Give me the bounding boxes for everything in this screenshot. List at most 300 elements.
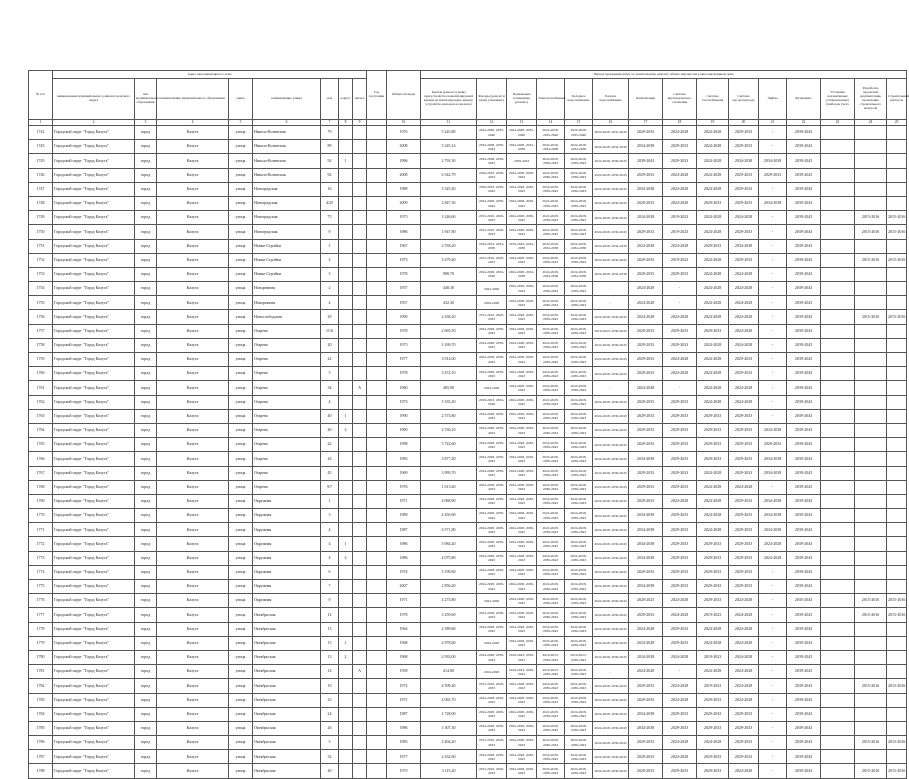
meter-period-cell xyxy=(821,665,855,679)
gas-period-cell: 2024-2028 xyxy=(729,764,759,778)
spacer-cell xyxy=(367,693,387,707)
table-header xyxy=(29,71,907,120)
roof-period-cell: 2024-2028, 2039-2043 xyxy=(477,338,507,352)
total-area-cell: 2 847,30 xyxy=(421,196,477,210)
foundation-period-cell: 2039-2043 xyxy=(787,452,821,466)
street-name-cell: Октябрьская xyxy=(253,693,321,707)
build-year-cell: 1973 xyxy=(387,395,421,409)
basement-period-cell: 2024-2028, 2039-2043 xyxy=(537,608,565,622)
foundation-period-cell: 2039-2043 xyxy=(787,310,821,324)
spacer-cell xyxy=(367,679,387,693)
roof-period-cell: 2024-2028, 2039-2043 xyxy=(477,721,507,735)
column-number-cell: 24 xyxy=(855,120,887,126)
meter-period-cell xyxy=(821,282,855,296)
row-number-cell: 1781 xyxy=(29,665,53,679)
street-name-cell: Огарева xyxy=(253,395,321,409)
gas-period-cell: 2029-2033 xyxy=(729,707,759,721)
foundation-period-cell: 2039-2043 xyxy=(787,679,821,693)
foundation-period-cell: 2039-2043 xyxy=(787,338,821,352)
municipality-name-cell: Калуга xyxy=(157,509,229,523)
municipality-type-cell: город xyxy=(135,509,157,523)
basement-period-cell: 2024-2028, 2039-2043 xyxy=(537,324,565,338)
cold-water-period-cell: 2024-2028, 2039-2043 xyxy=(593,580,629,594)
total-area-cell: 3 246,60 xyxy=(421,211,477,225)
house-number-cell: 1 xyxy=(321,239,339,253)
electricity-period-cell: 2024-2028, 2039-2043 xyxy=(565,608,593,622)
construction-control-period-cell xyxy=(887,182,907,196)
project-docs-period-cell xyxy=(855,239,887,253)
row-number-cell: 1780 xyxy=(29,650,53,664)
municipality-type-cell: город xyxy=(135,253,157,267)
roof-period-cell: 2019-2023, 2034-2038 xyxy=(477,239,507,253)
building-number-cell xyxy=(339,764,353,778)
heating-period-cell: 2029-2033 xyxy=(697,423,729,437)
building-number-cell xyxy=(339,580,353,594)
facade-period-cell: 2024-2028, 2039-2043 xyxy=(507,452,537,466)
municipality-type-cell: город xyxy=(135,608,157,622)
house-number-cell: 79 xyxy=(321,126,339,140)
project-docs-period-cell xyxy=(855,494,887,508)
spacer-cell xyxy=(367,367,387,381)
street-type-cell: улица xyxy=(229,721,253,735)
municipality-name-cell: Калуга xyxy=(157,267,229,281)
project-docs-period-cell xyxy=(855,338,887,352)
building-number-cell xyxy=(339,438,353,452)
municipality-type-cell: город xyxy=(135,267,157,281)
house-number-cell: 16 xyxy=(321,182,339,196)
street-type-cell: улица xyxy=(229,168,253,182)
table-row xyxy=(29,636,907,650)
construction-control-period-cell xyxy=(887,367,907,381)
column-number-cell: 5 xyxy=(229,120,253,126)
basement-period-cell: 2024-2028, 2039-2043 xyxy=(537,395,565,409)
elevator-period-cell: - xyxy=(759,721,787,735)
spacer-cell xyxy=(367,551,387,565)
spacer-cell xyxy=(367,310,387,324)
gas-period-cell: 2029-2033 xyxy=(729,168,759,182)
header-cell: Подвальные помещения (ремонт) xyxy=(507,79,537,120)
gas-period-cell: 2024-2028 xyxy=(729,296,759,310)
building-number-cell xyxy=(339,494,353,508)
hot-water-period-cell: 2029-2033 xyxy=(629,466,663,480)
gas-period-cell: 2029-2033 xyxy=(729,466,759,480)
building-number-cell xyxy=(339,267,353,281)
hot-water-period-cell: 2029-2033 xyxy=(629,764,663,778)
roof-period-cell: 2024-2028 xyxy=(477,636,507,650)
spacer-cell xyxy=(367,140,387,154)
street-name-cell: Огарева xyxy=(253,452,321,466)
meter-period-cell xyxy=(821,551,855,565)
project-docs-period-cell xyxy=(855,196,887,210)
municipality-name-cell: Калуга xyxy=(157,196,229,210)
municipality-name-cell: Калуга xyxy=(157,608,229,622)
electricity-period-cell: 2024-2028, 2039-2043 xyxy=(565,324,593,338)
row-number-cell: 1762 xyxy=(29,395,53,409)
table-row xyxy=(29,537,907,551)
total-area-cell: 3 199,60 xyxy=(421,565,477,579)
hot-water-period-cell: 2034-2038 xyxy=(629,537,663,551)
house-number-cell: 11/6 xyxy=(321,324,339,338)
building-number-cell xyxy=(339,381,353,395)
hot-water-period-cell: 2034-2038 xyxy=(629,509,663,523)
total-area-cell: 2 791,30 xyxy=(421,154,477,168)
street-type-cell: улица xyxy=(229,438,253,452)
gas-period-cell: 2024-2028 xyxy=(729,665,759,679)
electricity-period-cell: 2024-2028, 2039-2043 xyxy=(565,721,593,735)
sewer-period-cell: 2029-2033 xyxy=(663,707,697,721)
table-row xyxy=(29,353,907,367)
street-type-cell: улица xyxy=(229,466,253,480)
foundation-period-cell: 2039-2043 xyxy=(787,494,821,508)
total-area-cell: 2 665,50 xyxy=(421,324,477,338)
building-number-cell xyxy=(339,395,353,409)
municipality-type-cell: город xyxy=(135,537,157,551)
construction-control-period-cell xyxy=(887,580,907,594)
gas-period-cell: 2029-2033 xyxy=(729,537,759,551)
foundation-period-cell: 2039-2043 xyxy=(787,168,821,182)
municipality-name-cell: Калуга xyxy=(157,381,229,395)
elevator-period-cell: - xyxy=(759,225,787,239)
elevator-period-cell: - xyxy=(759,253,787,267)
letter-cell xyxy=(353,253,367,267)
total-area-cell: 3 984,20 xyxy=(421,537,477,551)
gas-period-cell: 2029-2033 xyxy=(729,565,759,579)
meter-period-cell xyxy=(821,196,855,210)
table-row xyxy=(29,324,907,338)
spacer-cell xyxy=(367,182,387,196)
row-number-cell: 1783 xyxy=(29,693,53,707)
sewer-period-cell: 2029-2033 xyxy=(663,509,697,523)
house-number-cell: 22 xyxy=(321,353,339,367)
house-number-cell: 92 xyxy=(321,168,339,182)
basement-period-cell: 2024-2028, 2039-2043 xyxy=(537,168,565,182)
meter-period-cell xyxy=(821,225,855,239)
municipality-name-cell: Калуга xyxy=(157,594,229,608)
heating-period-cell: 2024-2028 xyxy=(697,523,729,537)
foundation-period-cell: 2039-2043 xyxy=(787,367,821,381)
cold-water-period-cell: 2024-2028, 2039-2043 xyxy=(593,622,629,636)
foundation-period-cell: 2039-2043 xyxy=(787,154,821,168)
row-number-cell: 1753 xyxy=(29,267,53,281)
meter-period-cell xyxy=(821,494,855,508)
building-number-cell: 2 xyxy=(339,423,353,437)
letter-cell xyxy=(353,608,367,622)
district-name-cell: Городской округ "Город Калуга" xyxy=(53,565,135,579)
house-number-cell: 13 xyxy=(321,622,339,636)
column-number-cell: 17 xyxy=(629,120,663,126)
electricity-period-cell: 2024-2028, 2039-2043 xyxy=(565,707,593,721)
house-number-cell: 40 xyxy=(321,764,339,778)
district-name-cell: Городской округ "Город Калуга" xyxy=(53,182,135,196)
construction-control-period-cell: 2015-2016 xyxy=(887,594,907,608)
basement-period-cell: 2024-2028, 2039-2043 xyxy=(537,750,565,764)
basement-period-cell: 2024-2028, 2039-2043 xyxy=(537,409,565,423)
column-number-cell: 20 xyxy=(729,120,759,126)
elevator-period-cell: - xyxy=(759,267,787,281)
heating-period-cell: 2024-2028 xyxy=(697,338,729,352)
building-number-cell xyxy=(339,707,353,721)
spacer-cell xyxy=(367,565,387,579)
hot-water-period-cell: 2029-2033 xyxy=(629,608,663,622)
project-docs-period-cell: 2015-2016 xyxy=(855,679,887,693)
table-row xyxy=(29,367,907,381)
column-number-cell: 11 xyxy=(421,120,477,126)
header-cell: Электроснабжение xyxy=(537,79,565,120)
gas-period-cell: 2024-2028 xyxy=(729,381,759,395)
meter-period-cell xyxy=(821,140,855,154)
total-area-cell: 2 536,10 xyxy=(421,423,477,437)
roof-period-cell: 2024-2028, 2034-2038 xyxy=(477,267,507,281)
basement-period-cell: 2024-2028, 2034-2038 xyxy=(537,239,565,253)
foundation-period-cell: 2039-2043 xyxy=(787,580,821,594)
project-docs-period-cell xyxy=(855,267,887,281)
district-name-cell: Городской округ "Город Калуга" xyxy=(53,239,135,253)
building-number-cell xyxy=(339,182,353,196)
construction-control-period-cell: 2015-2016 xyxy=(887,608,907,622)
electricity-period-cell: 2024-2028, 2039-2043 xyxy=(565,622,593,636)
construction-control-period-cell xyxy=(887,267,907,281)
electricity-period-cell: 2024-2028, 2039-2043 xyxy=(565,736,593,750)
street-type-cell: улица xyxy=(229,282,253,296)
district-name-cell: Городской округ "Город Калуга" xyxy=(53,381,135,395)
hot-water-period-cell: 2029-2033 xyxy=(629,225,663,239)
project-docs-period-cell xyxy=(855,551,887,565)
sewer-period-cell: 2024-2028 xyxy=(663,693,697,707)
spacer-cell xyxy=(367,381,387,395)
cold-water-period-cell: 2024-2028, 2039-2043 xyxy=(593,452,629,466)
roof-period-cell: 2024-2028, 2039-2043 xyxy=(477,466,507,480)
municipality-name-cell: Калуга xyxy=(157,438,229,452)
elevator-period-cell: - xyxy=(759,594,787,608)
sewer-period-cell: - xyxy=(663,381,697,395)
roof-period-cell: 2024-2028, 2039-2043 xyxy=(477,650,507,664)
project-docs-period-cell: 2015-2016 xyxy=(855,736,887,750)
gas-period-cell: 2029-2033 xyxy=(729,367,759,381)
roof-period-cell: 2024-2028 xyxy=(477,665,507,679)
facade-period-cell: 2024-2028, 2039-2043 xyxy=(507,353,537,367)
build-year-cell: 1986 xyxy=(387,225,421,239)
electricity-period-cell: 2024-2028, 2039-2043 xyxy=(565,168,593,182)
spacer-cell xyxy=(367,509,387,523)
elevator-period-cell: - xyxy=(759,381,787,395)
construction-control-period-cell xyxy=(887,665,907,679)
hot-water-period-cell: 2029-2033 xyxy=(629,423,663,437)
hot-water-period-cell: 2029-2033 xyxy=(629,324,663,338)
gas-period-cell: 2024-2028 xyxy=(729,650,759,664)
municipality-name-cell: Калуга xyxy=(157,154,229,168)
cold-water-period-cell: - xyxy=(593,282,629,296)
district-name-cell: Городской округ "Город Калуга" xyxy=(53,594,135,608)
facade-period-cell: 2024-2028, 2039-2043 xyxy=(507,395,537,409)
building-number-cell xyxy=(339,296,353,310)
letter-cell xyxy=(353,565,367,579)
build-year-cell: 2009 xyxy=(387,196,421,210)
construction-control-period-cell xyxy=(887,196,907,210)
meter-period-cell xyxy=(821,423,855,437)
building-number-cell xyxy=(339,750,353,764)
house-number-cell: 42 xyxy=(321,438,339,452)
facade-period-cell: 2024-2028, 2035-2040 xyxy=(507,126,537,140)
project-docs-period-cell xyxy=(855,665,887,679)
sewer-period-cell: 2019-2023 xyxy=(663,211,697,225)
total-area-cell: 3 995,70 xyxy=(421,466,477,480)
hot-water-period-cell: 2029-2033 xyxy=(629,338,663,352)
elevator-period-cell: 2034-2038 xyxy=(759,196,787,210)
heating-period-cell: 2019-2023 xyxy=(697,679,729,693)
construction-control-period-cell xyxy=(887,409,907,423)
spacer-cell xyxy=(367,296,387,310)
project-docs-period-cell xyxy=(855,721,887,735)
header-cell: Система мусоропровода xyxy=(729,79,759,120)
table-row xyxy=(29,665,907,679)
construction-control-period-cell xyxy=(887,438,907,452)
street-name-cell: Николо-Козинская xyxy=(253,154,321,168)
letter-cell xyxy=(353,395,367,409)
roof-period-cell: 2015-2016, 2029-2033 xyxy=(477,225,507,239)
facade-period-cell: 2039-2043 xyxy=(507,154,537,168)
build-year-cell: 1973 xyxy=(387,211,421,225)
street-name-cell: Огарева xyxy=(253,438,321,452)
facade-period-cell: 2024-2028, 2039-2043 xyxy=(507,551,537,565)
foundation-period-cell: 2039-2043 xyxy=(787,480,821,494)
facade-period-cell: 2019-2023, 2039-2043 xyxy=(507,650,537,664)
row-number-cell: 1768 xyxy=(29,480,53,494)
spacer-cell xyxy=(367,452,387,466)
build-year-cell: 1990 xyxy=(387,423,421,437)
construction-control-period-cell xyxy=(887,721,907,735)
district-name-cell: Городской округ "Город Калуга" xyxy=(53,154,135,168)
basement-period-cell: 2024-2028, 2039-2043 xyxy=(537,636,565,650)
header-cell: Фасады (ремонт и (или) утепление) xyxy=(477,79,507,120)
total-area-cell: 3 404,20 xyxy=(421,736,477,750)
municipality-name-cell: Калуга xyxy=(157,395,229,409)
project-docs-period-cell xyxy=(855,565,887,579)
header-cell: наименование муниципального образования xyxy=(157,79,229,120)
build-year-cell: 1987 xyxy=(387,707,421,721)
header-cell: тип муниципального образования xyxy=(135,79,157,120)
basement-period-cell: 2024-2028, 2039-2043 xyxy=(537,211,565,225)
spacer-cell xyxy=(367,622,387,636)
district-name-cell: Городской округ "Город Калуга" xyxy=(53,423,135,437)
row-number-cell: 1764 xyxy=(29,423,53,437)
heating-period-cell: 2029-2033 xyxy=(697,580,729,594)
municipality-name-cell: Калуга xyxy=(157,282,229,296)
building-number-cell xyxy=(339,225,353,239)
street-name-cell: Окружная xyxy=(253,537,321,551)
hot-water-period-cell: 2029-2033 xyxy=(629,395,663,409)
municipality-type-cell: город xyxy=(135,565,157,579)
construction-control-period-cell: 2015-2016 xyxy=(887,253,907,267)
construction-control-period-cell xyxy=(887,140,907,154)
basement-period-cell: 2024-2028, 2039-2043 xyxy=(537,353,565,367)
basement-period-cell: 2024-2028, 2039-2043 xyxy=(537,580,565,594)
elevator-period-cell: - xyxy=(759,353,787,367)
gas-period-cell: 2034-2038 xyxy=(729,154,759,168)
municipality-name-cell: Калуга xyxy=(157,296,229,310)
total-area-cell: 1 307,30 xyxy=(421,721,477,735)
sewer-period-cell: 2029-2033 xyxy=(663,154,697,168)
gas-period-cell: 2029-2033 xyxy=(729,225,759,239)
elevator-period-cell: - xyxy=(759,622,787,636)
column-number-cell: 18 xyxy=(663,120,697,126)
table-row xyxy=(29,452,907,466)
foundation-period-cell: 2039-2043 xyxy=(787,196,821,210)
letter-cell xyxy=(353,438,367,452)
meter-period-cell xyxy=(821,537,855,551)
elevator-period-cell: - xyxy=(759,679,787,693)
heating-period-cell: 2024-2028 xyxy=(697,211,729,225)
column-number-cell: 16 xyxy=(593,120,629,126)
letter-cell xyxy=(353,168,367,182)
electricity-period-cell: 2024-2028, 2039-2043 xyxy=(565,665,593,679)
cold-water-period-cell: 2024-2028, 2035-2040 xyxy=(593,126,629,140)
roof-period-cell: 2024-2028, 2039-2043 xyxy=(477,608,507,622)
street-type-cell: улица xyxy=(229,679,253,693)
district-name-cell: Городской округ "Город Калуга" xyxy=(53,608,135,622)
municipality-name-cell: Калуга xyxy=(157,182,229,196)
building-number-cell xyxy=(339,140,353,154)
table-row xyxy=(29,395,907,409)
total-area-cell: 4 275,80 xyxy=(421,594,477,608)
basement-period-cell: 2019-2023, 2039-2043 xyxy=(537,665,565,679)
basement-period-cell: 2024-2028, 2039-2043 xyxy=(537,253,565,267)
cold-water-period-cell: 2024-2028, 2039-2043 xyxy=(593,736,629,750)
project-docs-period-cell xyxy=(855,367,887,381)
electricity-period-cell: 2024-2028, 2039-2043 xyxy=(565,154,593,168)
facade-period-cell: 2024-2028, 2039-2043 xyxy=(507,693,537,707)
gas-period-cell: 2029-2033 xyxy=(729,353,759,367)
street-type-cell: улица xyxy=(229,509,253,523)
roof-period-cell: 2024-2028 xyxy=(477,594,507,608)
street-type-cell: улица xyxy=(229,565,253,579)
heating-period-cell: 2024-2028 xyxy=(697,168,729,182)
roof-period-cell: 2024-2028, 2039-2043 xyxy=(477,707,507,721)
electricity-period-cell: 2024-2028, 2034-2038 xyxy=(565,267,593,281)
street-name-cell: Октябрьская xyxy=(253,736,321,750)
house-number-cell: 3 xyxy=(321,509,339,523)
foundation-period-cell: 2039-2043 xyxy=(787,466,821,480)
heating-period-cell: 2024-2028 xyxy=(697,126,729,140)
construction-control-period-cell xyxy=(887,239,907,253)
build-year-cell: 1996 xyxy=(387,154,421,168)
row-number-cell: 1757 xyxy=(29,324,53,338)
construction-control-period-cell xyxy=(887,707,907,721)
municipality-type-cell: город xyxy=(135,551,157,565)
cold-water-period-cell: 2024-2028, 2039-2043 xyxy=(593,211,629,225)
municipality-name-cell: Калуга xyxy=(157,764,229,778)
elevator-period-cell: - xyxy=(759,126,787,140)
project-docs-period-cell xyxy=(855,466,887,480)
spacer-cell xyxy=(367,707,387,721)
municipality-name-cell: Калуга xyxy=(157,225,229,239)
letter-cell xyxy=(353,650,367,664)
row-number-cell: 1786 xyxy=(29,736,53,750)
house-number-cell: 9 xyxy=(321,225,339,239)
letter-cell xyxy=(353,580,367,594)
spacer-cell xyxy=(367,324,387,338)
letter-cell xyxy=(353,409,367,423)
district-name-cell: Городской округ "Город Калуга" xyxy=(53,480,135,494)
street-name-cell: Новые Стройки xyxy=(253,267,321,281)
basement-period-cell: 2024-2028, 2039-2043 xyxy=(537,381,565,395)
build-year-cell: 1972 xyxy=(387,679,421,693)
meter-period-cell xyxy=(821,253,855,267)
table-row xyxy=(29,721,907,735)
house-number-cell: 40 xyxy=(321,409,339,423)
cold-water-period-cell: 2024-2028, 2039-2043 xyxy=(593,438,629,452)
spacer-cell xyxy=(367,239,387,253)
district-name-cell: Городской округ "Город Калуга" xyxy=(53,168,135,182)
